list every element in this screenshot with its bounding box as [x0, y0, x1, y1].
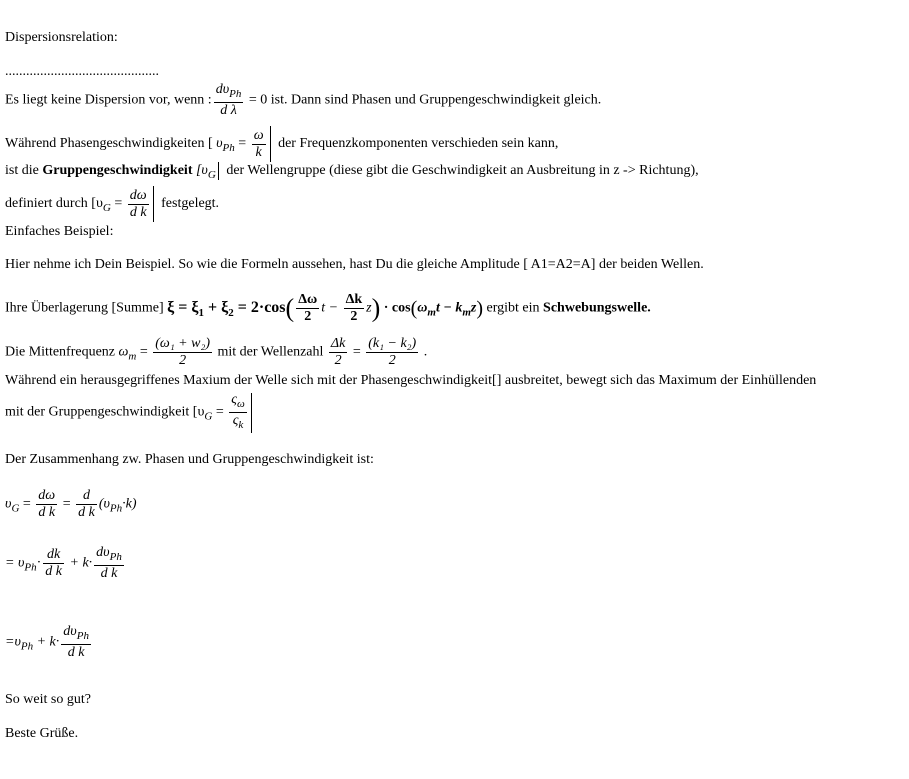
text: ergibt ein — [483, 300, 544, 316]
fraction — [36, 488, 57, 521]
subscript: Ph — [76, 630, 89, 642]
denominator: d k — [128, 204, 149, 221]
paren-close: ) — [371, 293, 381, 323]
text: = — [110, 196, 126, 212]
subscript: m — [462, 306, 471, 319]
numerator: ς — [231, 392, 237, 407]
text: . — [420, 344, 428, 360]
subscript: G — [11, 502, 20, 515]
bracket — [270, 126, 271, 162]
bold-term: Gruppengeschwindigkeit — [42, 163, 193, 179]
bracket — [251, 393, 252, 433]
numerator: dω — [38, 488, 56, 503]
fraction — [296, 292, 319, 325]
numerator: d — [82, 488, 90, 503]
line-example-intro: Hier nehme ich Dein Beispiel. So wie die Formeln aussehen, hast Du die gleiche Amplitude [ A1=A2=A] der beiden Wellen. — [5, 257, 704, 272]
line-maximum: Während ein herausgegriffenes Maxium der Welle sich mit der Phasengeschwindigkeit[] ausbreitet, bewegt sich das Maximum der Einhüllenden — [5, 373, 817, 388]
numerator: dυ — [96, 545, 110, 560]
subscript: m — [427, 306, 436, 319]
fraction — [43, 547, 64, 580]
line-no-dispersion — [5, 82, 601, 119]
subscript: Ph — [24, 561, 37, 574]
text: definiert durch [υ — [5, 196, 103, 212]
text: = — [19, 496, 35, 512]
formula — [167, 298, 286, 319]
term: + k· — [33, 634, 60, 650]
bracket — [153, 186, 154, 222]
line-simple-example: Einfaches Beispiel: — [5, 224, 114, 239]
bracket — [218, 162, 219, 180]
fraction — [366, 336, 418, 369]
numerator: Δk — [330, 336, 346, 351]
text: Während Phasengeschwindigkeiten [ — [5, 136, 217, 152]
equation-1 — [5, 488, 137, 521]
subscript: k — [238, 419, 244, 431]
line-envelope — [5, 392, 256, 433]
subscript: G — [102, 202, 111, 215]
numerator: Δk — [345, 292, 363, 307]
line-center-frequency — [5, 336, 427, 369]
line-relation: Der Zusammenhang zw. Phasen und Gruppengeschwindigkeit ist: — [5, 452, 374, 467]
formula-part: + ξ — [204, 298, 229, 316]
text: mit der Gruppengeschwindigkeit [υ — [5, 404, 205, 420]
variable: t − — [321, 300, 342, 316]
term: ·k) — [122, 496, 137, 512]
fraction — [252, 128, 266, 161]
line-defined-by — [5, 186, 219, 222]
fraction — [214, 82, 244, 119]
text: Die Mittenfrequenz — [5, 344, 119, 360]
denominator: 2 — [296, 308, 319, 325]
numerator: (ω₁ + w₂) — [155, 336, 210, 351]
paren-open: ( — [285, 293, 295, 323]
term: + k· — [66, 555, 93, 571]
symbol: υ — [5, 496, 12, 512]
numerator: Δω — [298, 292, 318, 307]
term: =υ — [5, 634, 21, 650]
equation-3 — [5, 624, 93, 661]
denominator: d k — [78, 505, 95, 520]
subscript: Ph — [109, 551, 122, 563]
text: festgelegt. — [157, 196, 220, 212]
fraction — [329, 336, 347, 369]
bold-term: Schwebungswelle. — [543, 300, 651, 316]
line-superposition — [5, 292, 651, 325]
variable: t − k — [435, 300, 463, 316]
text: mit der Wellenzahl — [214, 344, 327, 360]
numerator: dυ — [63, 624, 77, 639]
text: = — [234, 136, 250, 152]
term: (υ — [98, 496, 110, 512]
text: = — [212, 404, 228, 420]
subscript: m — [128, 350, 137, 363]
fraction — [153, 336, 212, 369]
text: der Wellengruppe (diese gibt die Geschwindigkeit an Ausbreitung in z -> Richtung), — [222, 163, 699, 179]
text: = — [59, 496, 75, 512]
text: · — [36, 555, 42, 571]
heading: Dispersionsrelation: — [5, 30, 118, 45]
fraction — [128, 188, 149, 221]
denominator: 2 — [329, 352, 347, 369]
subscript: ω — [236, 398, 245, 410]
formula-part: = 2·cos — [233, 298, 286, 316]
formula-part: · cos — [380, 300, 411, 316]
text: = — [349, 344, 365, 360]
line-group-velocity — [5, 162, 699, 183]
subscript: G — [207, 169, 216, 182]
closing-question: So weit so gut? — [5, 692, 91, 707]
fraction — [76, 488, 97, 521]
numerator: dυ — [215, 82, 230, 97]
text: ist die — [5, 163, 43, 179]
variable: z — [470, 300, 477, 316]
numerator: dk — [47, 547, 61, 562]
denominator: k — [252, 144, 266, 161]
denominator: d k — [45, 564, 62, 579]
equation-2 — [5, 545, 126, 582]
denominator: 2 — [153, 352, 212, 369]
denominator: d k — [61, 644, 91, 661]
symbol: υ — [216, 136, 223, 152]
dotted-separator: ............................................ — [5, 64, 159, 79]
subscript: Ph — [229, 88, 242, 100]
formula-part: ξ = ξ — [167, 298, 199, 316]
text: Es liegt keine Dispersion vor, wenn : — [5, 92, 212, 108]
denominator: 2 — [366, 352, 418, 369]
symbol: ω — [118, 344, 129, 360]
subscript: 2 — [228, 306, 234, 319]
subscript: Ph — [222, 142, 235, 155]
subscript: Ph — [20, 640, 34, 653]
text: = — [136, 344, 152, 360]
fraction — [229, 392, 246, 433]
fraction — [61, 624, 91, 661]
fraction — [94, 545, 124, 582]
term: = υ — [5, 555, 25, 571]
paren-open: ( — [410, 297, 418, 320]
closing-greeting: Beste Grüße. — [5, 726, 79, 741]
subscript: G — [204, 410, 213, 423]
line-phase-velocity — [5, 126, 558, 162]
text: Ihre Überlagerung [Summe] — [5, 300, 168, 316]
numerator: dω — [129, 187, 147, 203]
denominator: 2 — [344, 308, 365, 325]
text: der Frequenzkomponenten verschieden sein kann, — [274, 136, 559, 152]
variable: ω — [417, 300, 428, 316]
variable: z — [366, 300, 372, 316]
paren-close: ) — [476, 297, 484, 320]
denominator: d k — [94, 565, 124, 582]
numerator: (k₁ − k₂) — [368, 336, 417, 351]
denominator: d k — [36, 504, 57, 521]
denominator: d λ — [214, 102, 244, 119]
numerator: ω — [253, 127, 264, 143]
fraction — [344, 292, 365, 325]
symbol: [υ — [192, 163, 208, 179]
text: = 0 ist. Dann sind Phasen und Gruppengeschwindigkeit gleich. — [245, 92, 602, 108]
subscript: Ph — [109, 502, 123, 515]
denominator: ς — [232, 413, 239, 428]
subscript: 1 — [198, 306, 204, 319]
